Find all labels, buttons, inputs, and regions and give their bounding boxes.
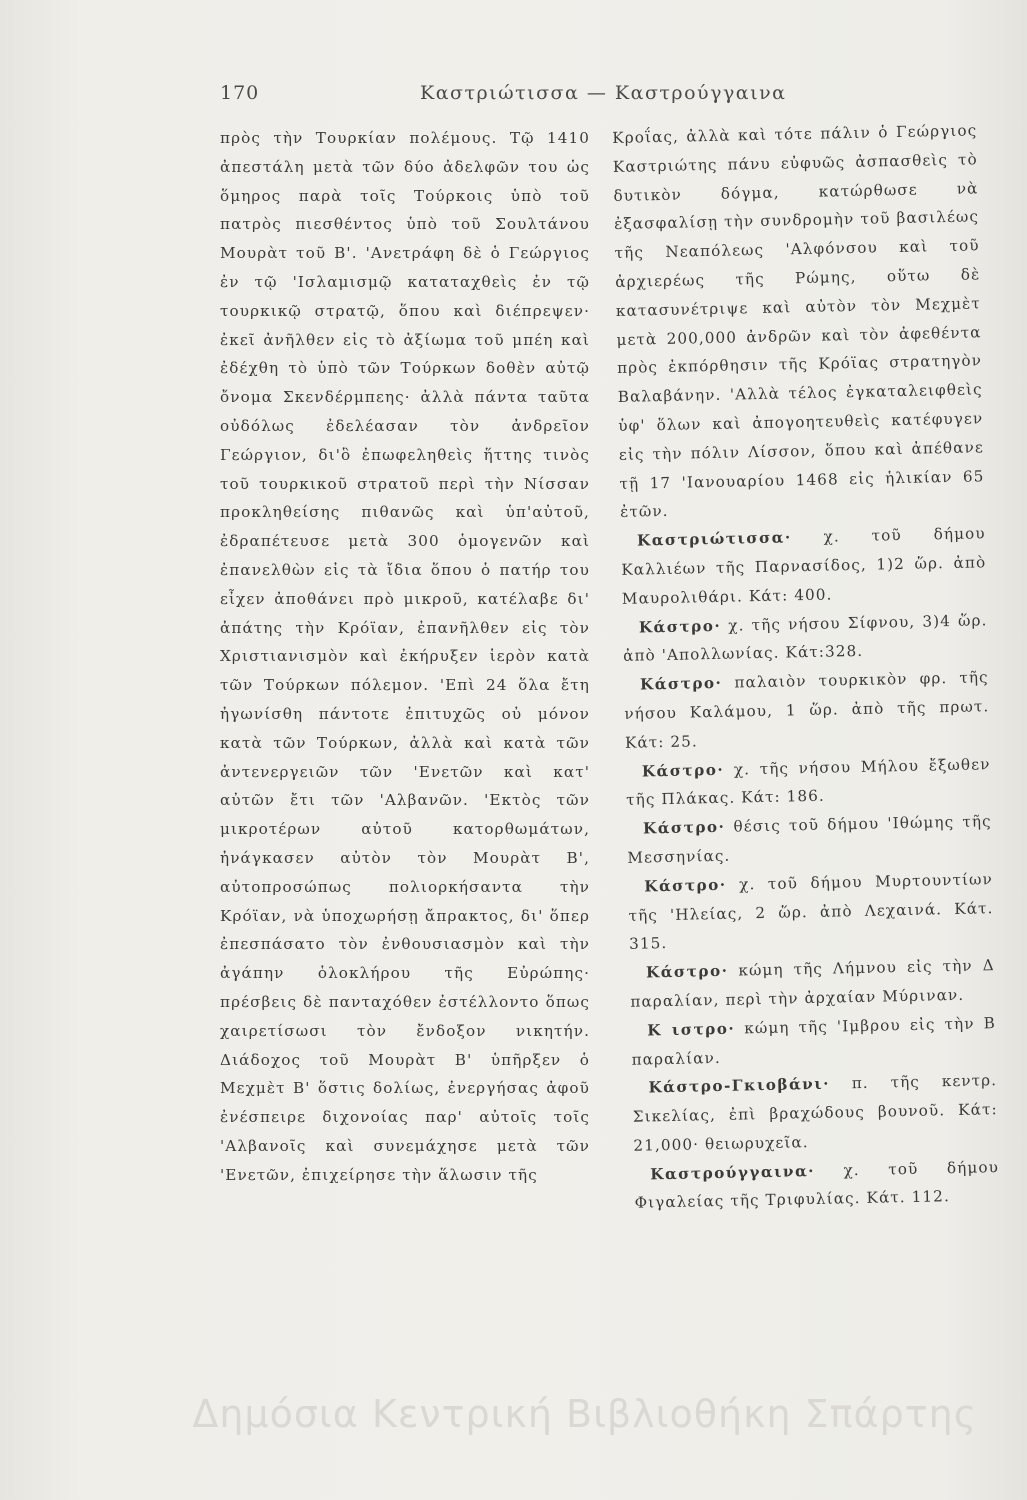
dictionary-entry xyxy=(622,606,988,671)
page-number: 170 xyxy=(220,82,260,104)
dictionary-entry xyxy=(626,807,992,872)
entry-text: κώμη τῆς Λήμνου εἰς τὴν Δ παραλίαν, περὶ τὴν ἀρχαίαν Μύριναν. xyxy=(630,956,995,1011)
entry-text: π. τῆς κεντρ. Σικελίας, ἐπὶ βραχώδους βουνοῦ. Κάτ: 21,000· θειωρυχεῖα. xyxy=(632,1071,998,1155)
dictionary-entry xyxy=(625,750,991,815)
entry-headword: Κάστρο-Γκιοβάνι· xyxy=(648,1074,831,1097)
dictionary-entry xyxy=(631,1009,997,1074)
dictionary-entry xyxy=(620,519,987,613)
entry-headword: Καστρούγγαινα· xyxy=(650,1161,816,1184)
left-column-text: πρὸς τὴν Τουρκίαν πολέμους. Τῷ 1410 ἀπεστάλη μετὰ τῶν δύο ἀδελφῶν του ὡς ὅμηρος παρὰ τοῖς Τούρκοις ὑπὸ τοῦ πατρὸς πιεσθέντος ὑπὸ τοῦ Σουλτάνου Μουρὰτ τοῦ Β'. 'Ανετράφη δὲ ὁ Γεώργιος ἐν τῷ 'Ισλαμισμῷ καταταχθεὶς ἐν τῷ τουρκικῷ στρατῷ, ὅπου καὶ διέπρεψεν· ἐκεῖ ἀνῆλθεν εἰς τὸ ἀξίωμα τοῦ μπέη καὶ ἐδέχθη τὸ ὑπὸ τῶν Τούρκων δοθὲν αὐτῷ ὄνομα Σκενδέρμπεης· ἀλλὰ πάντα ταῦτα οὐδόλως ἐδελέασαν τὸν ἀνδρεῖον Γεώργιον, δι'ὃ ἐπωφεληθεὶς ἥττης τινὸς τοῦ τουρκικοῦ στρατοῦ περὶ τὴν Νίσσαν προκληθείσης πιθανῶς καὶ ὑπ'αὐτοῦ, ἐδραπέτευσε μετὰ 300 ὁμογενῶν καὶ ἐπανελθὼν εἰς τὰ ἴδια ὅπου ὁ πατήρ του εἶχεν ἀποθάνει πρὸ μικροῦ, κατέλαβε δι' ἀπάτης τὴν Κρόϊαν, ἐπανῆλθεν εἰς τὸν Χριστιανισμὸν καὶ ἐκήρυξεν ἱερὸν κατὰ τῶν Τούρκων πόλεμον. 'Επὶ 24 ὅλα ἔτη ἠγωνίσθη πάντοτε ἐπιτυχῶς οὐ μόνον κατὰ τῶν Τούρκων, ἀλλὰ καὶ κατὰ τῶν ἀντενεργειῶν τῶν 'Ενετῶν καὶ κατ' αὐτῶν ἔτι τῶν 'Αλβανῶν. 'Εκτὸς τῶν μικροτέρων αὐτοῦ κατορθωμάτων, ἠνάγκασεν αὐτὸν τὸν Μουρὰτ Β', αὐτοπροσώπως πολιορκήσαντα τὴν Κρόϊαν, νὰ ὑποχωρήσῃ ἄπρακτος, δι' ὅπερ ἐπεσπάσατο τὸν ἐνθουσιασμὸν καὶ τὴν ἀγάπην ὁλοκλήρου τῆς Εὐρώπης· πρέσβεις δὲ πανταχόθεν ἐστέλλοντο ὅπως χαιρετίσωσι τὸν ἔνδοξον νικητήν. Διάδοχος τοῦ Μουρὰτ Β' ὑπῆρξεν ὁ Μεχμὲτ Β' ὅστις δολίως, ἐνεργήσας ἀφοῦ ἐνέσπειρε διχονοίας παρ' αὐτοῖς τοῖς 'Αλβανοῖς καὶ συνεμάχησε μετὰ τῶν 'Ενετῶν, ἐπιχείρησε τὴν ἅλωσιν τῆς xyxy=(220,129,590,1184)
dictionary-entry xyxy=(634,1153,1000,1218)
entry-text: χ. τοῦ δήμου Φιγαλείας τῆς Τριφυλίας. Κάτ. 112. xyxy=(634,1157,1000,1213)
entry-text: χ. τῆς νήσου Σίφνου, 3)4 ὥρ. ἀπὸ 'Απολλωνίας. Κάτ:328. xyxy=(622,610,988,666)
dictionary-entry xyxy=(623,663,990,757)
entry-headword: Κάστρο· xyxy=(641,760,725,781)
dictionary-entry xyxy=(629,951,995,1016)
right-column-continuation: Κροΐας, ἀλλὰ καὶ τότε πάλιν ὁ Γεώργιος Καστριώτης πάνυ εὐφυῶς ἀσπασθεὶς τὸ δυτικὸν δόγμα, κατώρθωσε νὰ ἐξασφαλίσῃ τὴν συνδρομὴν τοῦ βασιλέως τῆς Νεαπόλεως 'Αλφόνσου καὶ τοῦ ἀρχιερέως τῆς Ρώμης, οὕτω δὲ κατασυνέτριψε καὶ αὐτὸν τὸν Μεχμὲτ μετὰ 200,000 ἀνδρῶν καὶ τὸν ἀφεθέντα πρὸς ἐκπόρθησιν τῆς Κρόϊας στρατηγὸν Βαλαβάνην. 'Αλλὰ τέλος ἐγκαταλειφθεὶς ὑφ' ὅλων καὶ ἀπογοητευθεὶς κατέφυγεν εἰς τὴν πόλιν Λίσσον, ὅπου καὶ ἀπέθανε τῇ 17 'Ιανουαρίου 1468 εἰς ἡλικίαν 65 ἐτῶν. xyxy=(612,121,985,522)
entry-headword: Κ ιστρο· xyxy=(647,1019,736,1040)
entry-text: κώμη τῆς 'Ιμβρου εἰς τὴν Β παραλίαν. xyxy=(631,1013,997,1069)
entry-headword: Κάστρο· xyxy=(639,673,723,694)
entry-headword: Καστριώτισσα· xyxy=(636,528,792,550)
entry-list xyxy=(620,519,999,1218)
entry-text: θέσις τοῦ δήμου 'Ιθώμης τῆς Μεσσηνίας. xyxy=(627,812,992,867)
page-header xyxy=(220,82,860,122)
library-watermark: Δημόσια Κεντρική Βιβλιοθήκη Σπάρτης xyxy=(192,1392,977,1436)
entry-text: χ. τῆς νήσου Μήλου ἔξωθεν τῆς Πλάκας. Κάτ: 186. xyxy=(625,754,991,810)
dictionary-entry xyxy=(632,1066,999,1160)
entry-headword: Κάστρο· xyxy=(642,817,726,838)
running-title: Καστριώτισσα — Καστρούγγαινα xyxy=(420,82,787,104)
entry-text: χ. τοῦ δήμου Καλλιέων τῆς Παρνασίδος, 1)2 ὥρ. ἀπὸ Μαυρολιθάρι. Κάτ: 400. xyxy=(621,524,987,608)
dictionary-entry xyxy=(628,865,995,959)
entry-headword: Κάστρο· xyxy=(645,961,729,982)
entry-text: παλαιὸν τουρκικὸν φρ. τῆς νήσου Καλάμου, 1 ὥρ. ἀπὸ τῆς πρωτ. Κάτ: 25. xyxy=(624,668,990,752)
left-column xyxy=(220,124,590,1189)
right-column xyxy=(612,116,1000,1218)
entry-text: χ. τοῦ δήμου Μυρτουντίων τῆς 'Ηλείας, 2 ὥρ. ἀπὸ Λεχαινά. Κάτ. 315. xyxy=(628,869,994,954)
entry-headword: Κάστρο· xyxy=(638,616,722,637)
entry-headword: Κάστρο· xyxy=(644,875,727,896)
